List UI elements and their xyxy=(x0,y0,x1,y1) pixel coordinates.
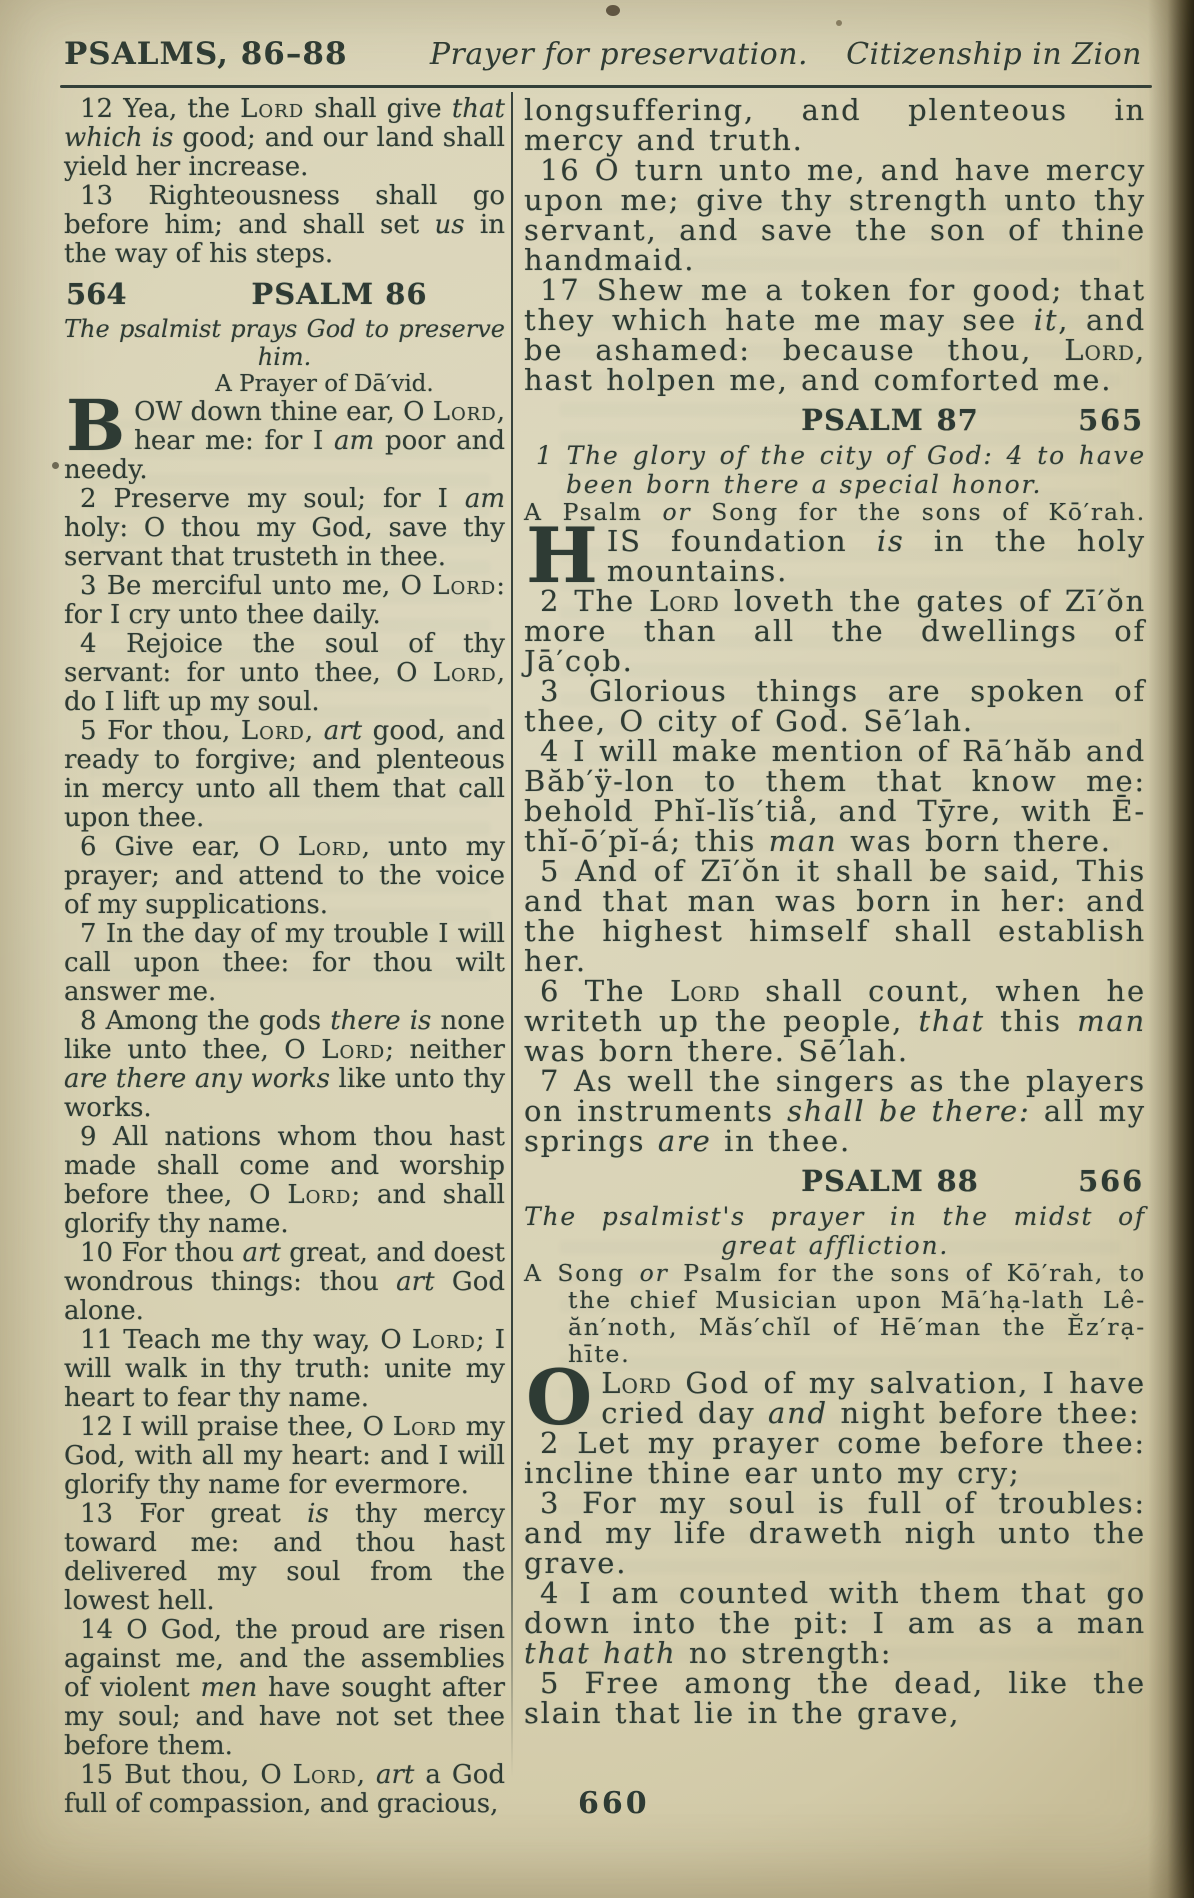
verse-paragraph: 15 But thou, O Lord, art a God full of compassion, and gracious, xyxy=(64,1760,505,1819)
verse-paragraph: 5 For thou, Lord, art good, and ready to forgive; and plenteous in mercy unto all them that call upon thee. xyxy=(64,716,505,833)
psalm-summary: The psalmist prays God to preserve him. xyxy=(64,315,505,371)
psalm-attribution: A Prayer of Dā′vid. xyxy=(215,371,434,397)
page-number: 660 xyxy=(578,1786,650,1821)
psalm-title: PSALM 86 xyxy=(251,277,428,311)
verse-paragraph: 4 I will make mention of Rā′hăb and Băb′ÿ-lon to them that know me: behold Phĭ-lĭs′tiå, and Tȳre, with Ē-thĭ-ō′pĭ-á; this man was born there. xyxy=(524,734,1146,858)
verse-paragraph: 2 The Lord loveth the gates of Zī′ŏn more than all the dwellings of Jā′cọb. xyxy=(524,584,1146,678)
verse-paragraph: 7 In the day of my trouble I will call upon thee: for thou wilt answer me. xyxy=(64,919,505,1007)
psalm-heading xyxy=(524,403,1146,437)
psalm-title: PSALM 87 xyxy=(801,403,979,437)
verse-paragraph: 8 Among the gods there is none like unto thee, O Lord; neither are there any works like unto thy works. xyxy=(64,1006,506,1123)
book-chapter-range: PSALMS, 86–88 xyxy=(64,36,348,72)
verse-paragraph: 17 Shew me a token for good; that they which hate me may see it, and be ashamed: because thou, Lord, hast holpen me, and comforted me. xyxy=(524,273,1146,397)
binding-shadow xyxy=(1148,0,1194,1898)
running-header xyxy=(64,36,1142,72)
psalm-source-note: A Psalm or Song for the sons of Kō′rah. xyxy=(524,498,1146,526)
verse-paragraph-dropcap: O Lord God of my salvation, I have cried day and night before thee: xyxy=(526,1353,1146,1442)
verse-continuation-paragraph: longsuffering, and plenteous in mercy and truth. xyxy=(524,93,1146,157)
right-column xyxy=(524,95,1146,1728)
verse-paragraph: 3 Glorious things are spoken of thee, O city of God. Sē′lah. xyxy=(524,674,1146,738)
verse-paragraph: 10 For thou art great, and doest wondrous things: thou art God alone. xyxy=(64,1238,505,1326)
paper-speck xyxy=(52,462,59,469)
verse-paragraph-dropcap: BOW down thine ear, O Lord, hear me: for I am poor and needy. xyxy=(64,384,505,485)
paper-speck xyxy=(606,5,620,16)
verse-paragraph: 16 O turn unto me, and have mercy upon me; give thy strength unto thy servant, and save the son of thine handmaid. xyxy=(524,153,1146,277)
verse-paragraph: 12 Yea, the Lord shall give that which is good; and our land shall yield her increase. xyxy=(64,94,506,182)
verse-paragraph: 13 Righteousness shall go before him; and shall set us in the way of his steps. xyxy=(64,181,505,269)
psalm-heading xyxy=(524,1164,1146,1198)
verse-paragraph: 7 As well the singers as the players on instruments shall be there: all my springs are in thee. xyxy=(524,1064,1146,1158)
psalm-summary: 1 The glory of the city of God: 4 to have been born there a special honor. xyxy=(536,441,1146,499)
verse-paragraph: 4 I am counted with them that go down into the pit: I am as a man that hath no strength: xyxy=(524,1576,1146,1670)
verse-paragraph: 11 Teach me thy way, O Lord; I will walk in thy truth: unite my heart to fear thy name. xyxy=(64,1325,505,1413)
drop-cap-letter: B xyxy=(66,384,126,467)
verse-paragraph: 9 All nations whom thou hast made shall come and worship before thee, O Lord; and shall glorify thy name. xyxy=(64,1122,506,1239)
psalm-title: PSALM 88 xyxy=(801,1164,979,1198)
verse-paragraph: 2 Let my prayer come before thee: incline thine ear unto my cry; xyxy=(524,1426,1146,1490)
psalm-sequence-number: 564 xyxy=(66,277,127,311)
column-divider xyxy=(511,92,513,1777)
verse-paragraph: 12 I will praise thee, O Lord my God, with all my heart: and I will glorify thy name for evermore. xyxy=(64,1412,506,1500)
psalm-sequence-number: 565 xyxy=(1078,403,1144,437)
header-rule xyxy=(60,85,1152,88)
verse-paragraph: 4 Rejoice the soul of thy servant: for unto thee, O Lord, do I lift up my soul. xyxy=(64,629,505,717)
running-heads xyxy=(430,37,1142,72)
running-head-right: Citizenship in Zion xyxy=(846,37,1142,72)
verse-paragraph: 5 Free among the dead, like the slain that lie in the grave, xyxy=(524,1666,1146,1730)
verse-paragraph: 6 Give ear, O Lord, unto my prayer; and attend to the voice of my supplications. xyxy=(64,832,505,920)
verse-paragraph: 3 Be merciful unto me, O Lord: for I cry unto thee daily. xyxy=(64,571,505,630)
psalm-summary: The psalmist's prayer in the midst of great affliction. xyxy=(524,1202,1146,1260)
paper-speck xyxy=(836,20,842,26)
verse-paragraph: 6 The Lord shall count, when he writeth up the people, that this man was born there. Sē′lah. xyxy=(524,974,1146,1068)
verse-paragraph: 14 O God, the proud are risen against me, and the assemblies of violent men have sought after my soul; and have not set thee before them. xyxy=(64,1615,505,1761)
psalm-sequence-number: 566 xyxy=(1078,1164,1144,1198)
left-column xyxy=(64,95,505,1819)
verse-paragraph: 13 For great is thy mercy toward me: and thou hast delivered my soul from the lowest hell. xyxy=(64,1499,505,1616)
verse-paragraph: 2 Preserve my soul; for I am holy: O thou my God, save thy servant that trusteth in thee. xyxy=(64,484,505,572)
running-head-left: Prayer for preservation. xyxy=(429,37,809,72)
drop-cap-letter: O xyxy=(526,1353,593,1442)
verse-paragraph: 3 For my soul is full of troubles: and my life draweth nigh unto the grave. xyxy=(524,1486,1146,1580)
psalm-source-note: A Song or Psalm for the sons of Kō′rah, to the chief Musician upon Mā′hạ-lath Lê-ăn′noth, Măs′chĭl of Hē′man the Ĕz′rạ-hīte. xyxy=(524,1259,1147,1368)
verse-paragraph: 5 And of Zī′ŏn it shall be said, This and that man was born in her: and the highest himself shall establish her. xyxy=(524,854,1146,978)
psalm-heading xyxy=(64,277,505,311)
verse-paragraph-dropcap: HIS foundation is in the holy mountains. xyxy=(526,511,1146,600)
drop-cap-letter: H xyxy=(526,511,598,600)
